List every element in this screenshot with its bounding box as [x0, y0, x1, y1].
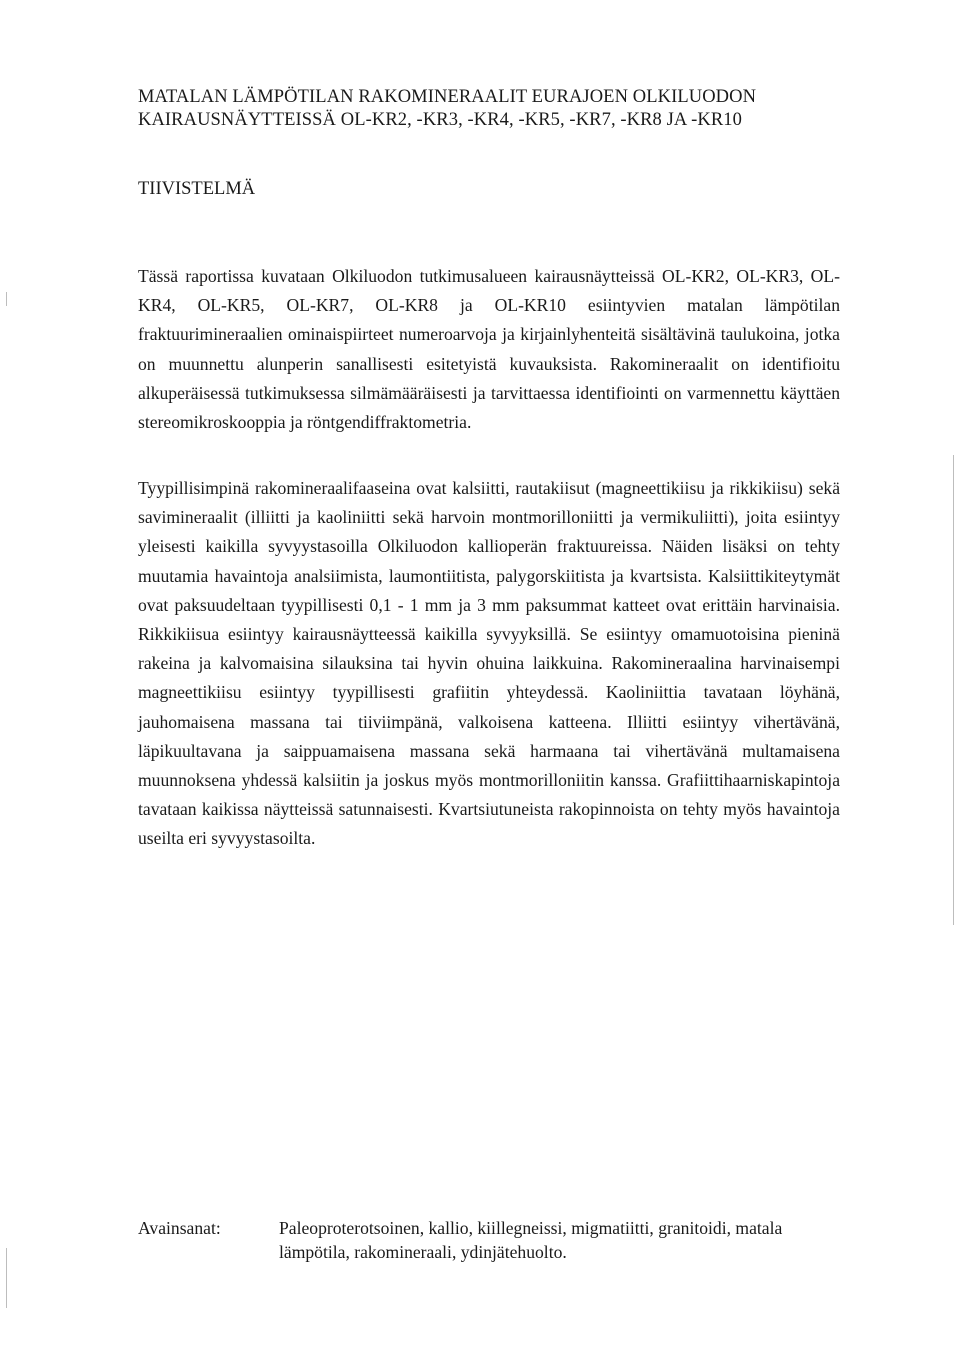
scan-edge-mark-bottom [6, 1248, 7, 1308]
report-title-line-2: KAIRAUSNÄYTTEISSÄ OL-KR2, -KR3, -KR4, -KR5, -KR7, -KR8 JA -KR10 [138, 110, 742, 130]
keywords-label: Avainsanat: [138, 1218, 221, 1238]
document-page [138, 0, 840, 1363]
scan-edge-mark-right [953, 455, 954, 925]
abstract-paragraph-1: Tässä raportissa kuvataan Olkiluodon tutkimusalueen kairausnäytteissä OL-KR2, OL-KR3, OL-KR4, OL-KR5, OL-KR7, OL-KR8 ja OL-KR10 esiintyvien matalan lämpötilan fraktuurimineraalien ominaispiirteet numeroarvoja ja kirjainlyhenteitä sisältävinä taulukoina, jotka on muunnettu alunperin sanallisesti esitetyistä kuvauksista. Rakomineraalit on identifioitu alkuperäisessä tutkimuksessa silmämääräisesti ja tarvittaessa identifiointi on varmennettu käyttäen stereomikroskooppia ja röntgendiffraktometria. [138, 266, 840, 433]
scan-edge-mark-top [6, 292, 7, 306]
report-title [138, 86, 840, 132]
abstract-paragraph-2: Tyypillisimpinä rakomineraalifaaseina ovat kalsiitti, rautakiisut (magneettikiisu ja rikkikiisu) sekä savimineraalit (illiitti ja kaoliniitti sekä harvoin montmorilloniitti ja vermikuliitti), joita esiintyy yleisesti kaikilla syvyystasoilla Olkiluodon kallioperän fraktuureissa. Näiden lisäksi on tehty muutamia havaintoja analsiimista, laumontiitista, palygorskiitista ja kvartsista. Kalsiittikiteytymät ovat paksuudeltaan tyypillisesti 0,1 - 1 mm ja 3 mm paksummat katteet ovat erittäin harvinaisia. Rikkikiisua esiintyy kairausnäytteessä kaikilla syvyyksillä. Se esiintyy omamuotoisina pieninä rakeina ja kalvomaisina silauksina tai hyvin ohuina laikkuina. Rakomineraalina harvinaisempi magneettikiisu esiintyy tyypillisesti grafiitin yhteydessä. Kaoliniittia tavataan löyhänä, jauhomaisena massana tai tiiviimpänä, valkoisena katteena. Illiitti esiintyy vihertävänä, läpikuultavana ja saippuamaisena massana sekä harmaana tai vihertävänä multamaisena muunnoksena yhdessä kalsiitin ja joskus myös montmorilloniitin kanssa. Grafiittihaarniskapintoja tavataan kaikissa näytteissä satunnaisesti. Kvartsiutuneista rakopinnoista on tehty myös havaintoja useilta eri syvyystasoilta. [138, 478, 840, 849]
abstract-heading: TIIVISTELMÄ [138, 179, 256, 199]
keywords-value: Paleoproterotsoinen, kallio, kiillegneissi, migmatiitti, granitoidi, matala lämpötila, rakomineraali, ydinjätehuolto. [279, 1218, 783, 1262]
report-title-line-1: MATALAN LÄMPÖTILAN RAKOMINERAALIT EURAJOEN OLKILUODON [138, 87, 757, 107]
